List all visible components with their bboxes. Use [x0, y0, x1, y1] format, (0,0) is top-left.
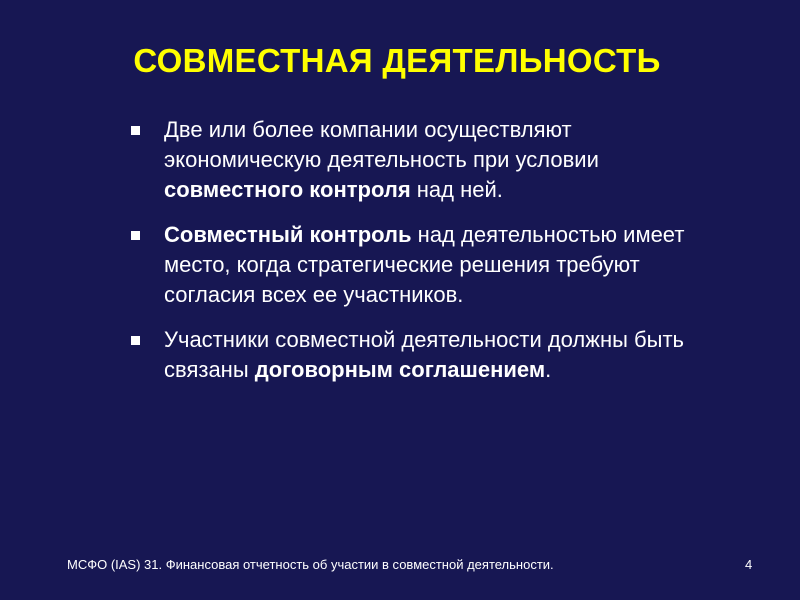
slide-title: СОВМЕСТНАЯ ДЕЯТЕЛЬНОСТЬ: [133, 42, 661, 79]
bullet-text-part: Две или более компании осуществляют экономическую деятельность при условии: [164, 117, 599, 172]
bullet-text-part: .: [545, 357, 552, 382]
bullet-text-part: Участники совместной деятельности должны быть связаны: [164, 327, 685, 382]
bullet-list: [128, 115, 728, 400]
bullet-item-1: [128, 115, 728, 205]
bullet-item-3: [128, 325, 728, 385]
bullet-text-part: над деятельностью имеет место, когда стратегические решения требуют согласия всех ее участников.: [164, 222, 685, 307]
bullet-text-bold-part: совместного контроля: [164, 177, 411, 202]
bullet-text-bold-part: Совместный контроль: [164, 222, 412, 247]
page-number: 4: [745, 557, 753, 572]
square-bullet-icon: [131, 126, 140, 135]
bullet-text-part: над ней.: [410, 177, 503, 202]
bullet-text-bold-part: договорным соглашением: [254, 357, 546, 382]
bullet-text: [164, 222, 684, 307]
slide-footer: МСФО (IAS) 31. Финансовая отчетность об участии в совместной деятельности.: [67, 557, 554, 572]
bullet-item-2: [128, 220, 728, 310]
bullet-text: [164, 117, 599, 202]
square-bullet-icon: [131, 336, 140, 345]
square-bullet-icon: [131, 231, 140, 240]
bullet-text: [164, 327, 684, 382]
